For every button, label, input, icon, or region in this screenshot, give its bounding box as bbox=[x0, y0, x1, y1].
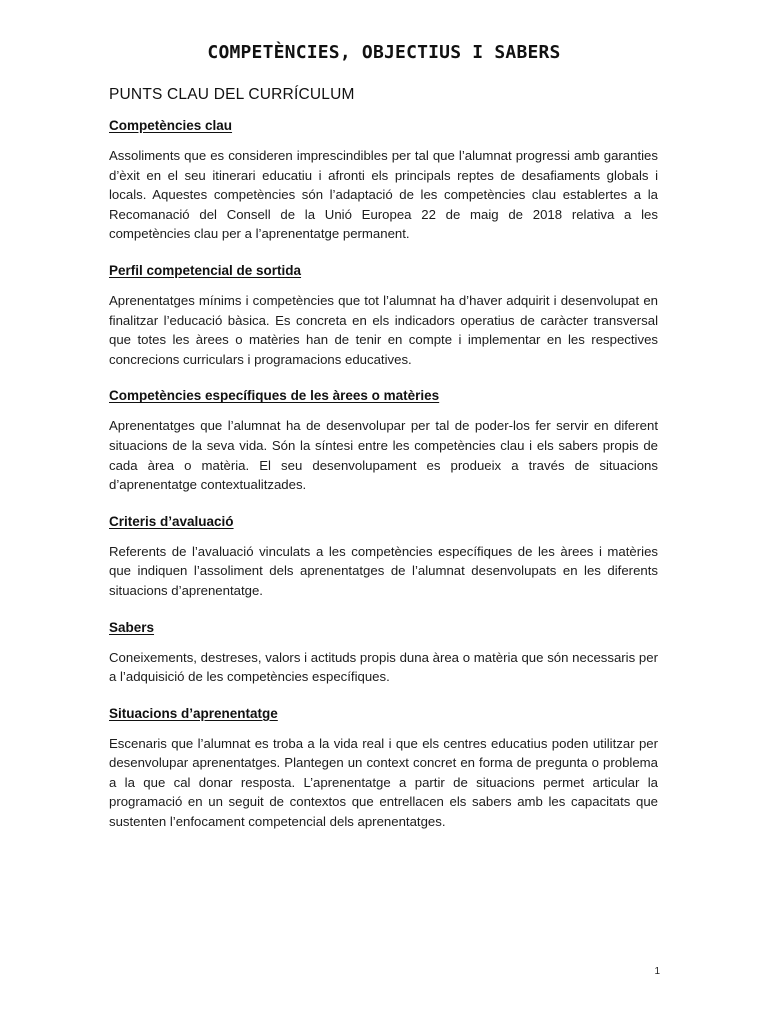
subheading: Situacions d’aprenentatge bbox=[109, 705, 278, 721]
subheading: Competències clau bbox=[109, 118, 233, 133]
section-competencies-clau bbox=[109, 118, 658, 244]
subheading: Competències específiques de les àrees o matèries bbox=[109, 388, 440, 404]
section-competencies-especifiques bbox=[109, 388, 658, 494]
paragraph: Aprenentatges mínims i competències que tot l’alumnat ha d’haver adquirit i desenvolupat en finalitzar l’educació bàsica. Es concreta en els indicadors operatius de caràcter transversal que totes les àrees o matèries han de tenir en compte i implementar en les respectives concrecions curriculars i programacions educatives. bbox=[109, 292, 658, 367]
section-sabers bbox=[109, 620, 658, 687]
section-situacions-aprenentatge bbox=[109, 706, 658, 832]
subheading: Criteris d’avaluació bbox=[109, 513, 234, 529]
document-body bbox=[109, 86, 658, 851]
paragraph: Referents de l’avaluació vinculats a les competències específiques de les àrees i matèries que indiquen l’assoliment dels aprenentatges de l’alumnat desenvolupats en les diferents situacions d’aprenentatge. bbox=[109, 543, 658, 598]
section-perfil-competencial bbox=[109, 263, 658, 369]
paragraph: Escenaris que l’alumnat es troba a la vida real i que els centres educatius poden utilitzar per desenvolupar aprenentatges. Plantegen un context concret en forma de pregunta o problema a la que cal donar resposta. L’aprenentatge a partir de situacions permet articular la programació en un seguit de contextos que entrellacen els sabers amb les capacitats que sustenten l’enfocament competencial dels aprenentatges. bbox=[109, 735, 658, 830]
section-heading: PUNTS CLAU DEL CURRÍCULUM bbox=[109, 86, 355, 103]
paragraph: Assoliments que es consideren imprescindibles per tal que l’alumnat progressi amb garanties d’èxit en el seu itinerari educatiu i afronti els principals reptes de desafiaments globals i locals. Aquestes competències són l’adaptació de les competències clau establertes a la Recomanació del Consell de la Unió Europea 22 de maig de 2018 relativa a les competències clau per a l’aprenentatge permanent. bbox=[109, 148, 658, 242]
paragraph: Coneixements, destreses, valors i actituds propis duna àrea o matèria que són necessaris per a l’adquisició de les competències específiques. bbox=[109, 649, 658, 685]
document-title: COMPETÈNCIES, OBJECTIUS I SABERS bbox=[207, 42, 561, 63]
subheading: Sabers bbox=[109, 619, 155, 635]
subheading: Perfil competencial de sortida bbox=[109, 262, 302, 278]
section-criteris-avaluacio bbox=[109, 514, 658, 601]
paragraph: Aprenentatges que l’alumnat ha de desenvolupar per tal de poder-los fer servir en diferent situacions de la seva vida. Són la síntesi entre les competències clau i els sabers propis de cada àrea o matèria. El seu desenvolupament es produeix a través de situacions d’aprenentatge contextualitzades. bbox=[109, 418, 658, 493]
page-number: 1 bbox=[654, 966, 660, 977]
